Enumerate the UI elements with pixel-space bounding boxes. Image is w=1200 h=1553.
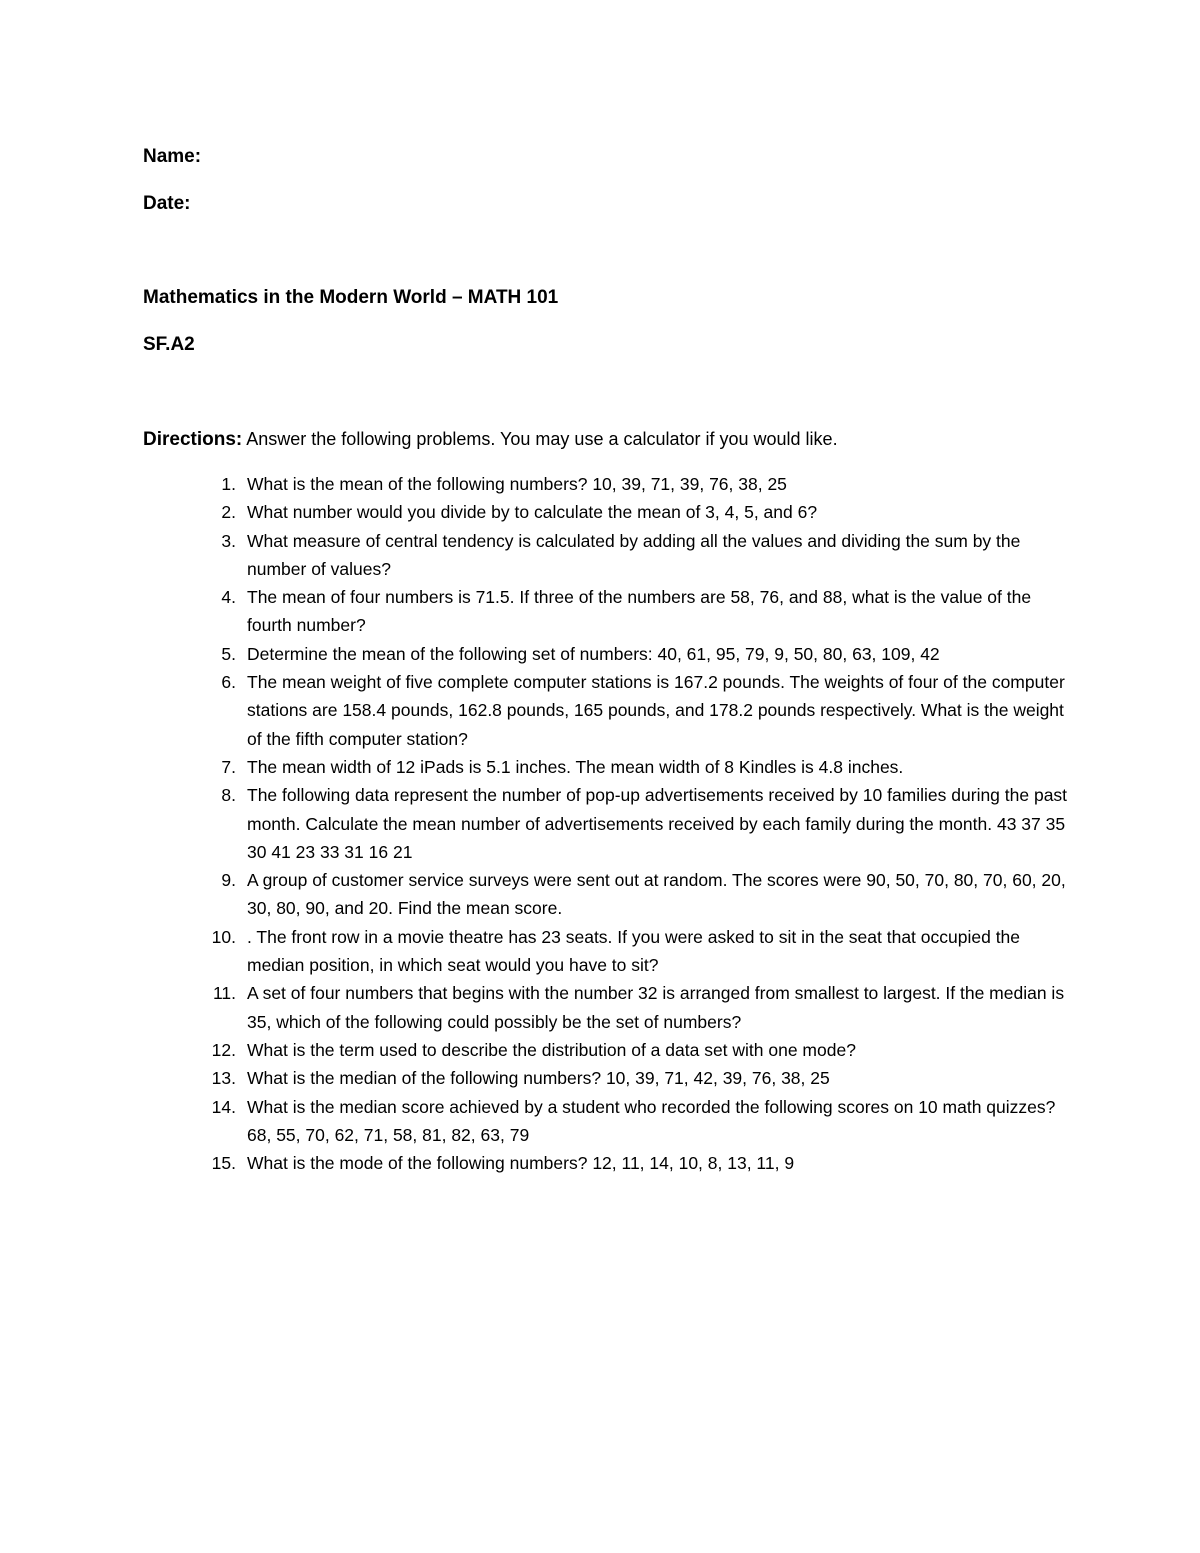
- question-item: [200, 498, 1070, 526]
- question-number: 1.: [221, 474, 236, 494]
- question-item: [200, 668, 1070, 753]
- question-number: 8.: [221, 785, 236, 806]
- question-text: The mean width of 12 iPads is 5.1 inches. The mean width of 8 Kindles is 4.8 inches.: [247, 756, 904, 777]
- question-text: A group of customer service surveys were sent out at random. The scores were 90, 50, 70, 80, 70, 60, 20, 30, 80, 90, and 20. Find the mean score.: [247, 870, 1066, 919]
- question-text: What is the mode of the following numbers? 12, 11, 14, 10, 8, 13, 11, 9: [247, 1153, 795, 1174]
- course-title: Mathematics in the Modern World – MATH 101: [143, 287, 559, 308]
- name-label: Name:: [143, 146, 202, 167]
- question-text: What measure of central tendency is calculated by adding all the values and dividing the sum by the number of values?: [247, 530, 1021, 579]
- question-item: [200, 640, 1070, 668]
- question-text: The mean weight of five complete computer stations is 167.2 pounds. The weights of four of the computer stations are 158.4 pounds, 162.8 pounds, 165 pounds, and 178.2 pounds respectively. What is the weight of the fifth computer station?: [247, 672, 1065, 749]
- question-number: 3.: [221, 530, 236, 551]
- question-item: [200, 753, 1070, 781]
- question-text: A set of four numbers that begins with the number 32 is arranged from smallest to largest. If the median is 35, which of the following could possibly be the set of numbers?: [247, 983, 1065, 1032]
- question-item: [200, 781, 1070, 866]
- date-label: Date:: [143, 193, 191, 214]
- question-item: [200, 923, 1070, 980]
- question-number: 12.: [211, 1039, 236, 1060]
- question-number: 15.: [211, 1153, 236, 1174]
- question-text: What is the median of the following numbers? 10, 39, 71, 42, 39, 76, 38, 25: [247, 1068, 830, 1089]
- question-item: [200, 583, 1070, 640]
- question-text: The mean of four numbers is 71.5. If three of the numbers are 58, 76, and 88, what is the value of the fourth number?: [247, 587, 1032, 636]
- question-number: 6.: [221, 672, 236, 693]
- directions-label: Directions:: [143, 429, 243, 450]
- directions: [143, 427, 838, 452]
- question-number: 11.: [212, 983, 236, 1004]
- question-text: What number would you divide by to calculate the mean of 3, 4, 5, and 6?: [247, 502, 818, 523]
- question-text: . The front row in a movie theatre has 23 seats. If you were asked to sit in the seat that occupied the median position, in which seat would you have to sit?: [247, 926, 1021, 976]
- question-number: 2.: [221, 502, 236, 523]
- section-code: SF.A2: [143, 334, 195, 355]
- question-item: [200, 470, 1070, 498]
- question-item: [200, 527, 1070, 584]
- question-item: [200, 1149, 1070, 1177]
- question-number: 10.: [211, 926, 236, 947]
- question-number: 9.: [221, 870, 236, 891]
- question-number: 5.: [221, 643, 236, 664]
- question-text: What is the term used to describe the distribution of a data set with one mode?: [247, 1039, 856, 1060]
- question-item: [200, 979, 1070, 1036]
- question-item: [200, 1093, 1070, 1150]
- question-item: [200, 1036, 1070, 1064]
- question-text: What is the median score achieved by a student who recorded the following scores on 10 math quizzes? 68, 55, 70, 62, 71, 58, 81, 82, 63, 79: [247, 1096, 1056, 1145]
- question-number: 7.: [221, 756, 236, 777]
- question-number: 13.: [211, 1068, 236, 1089]
- question-item: [200, 866, 1070, 923]
- question-list: [200, 470, 1070, 1177]
- directions-text: Answer the following problems. You may use a calculator if you would like.: [242, 429, 838, 449]
- question-number: 14.: [211, 1096, 236, 1117]
- question-text: The following data represent the number of pop-up advertisements received by 10 families during the past month. Calculate the mean number of advertisements received by each family during the month. 43 37 35 30 41 23 33 31 16 21: [247, 785, 1068, 862]
- question-number: 4.: [221, 587, 236, 608]
- question-text: Determine the mean of the following set of numbers: 40, 61, 95, 79, 9, 50, 80, 63, 109, 42: [247, 643, 940, 664]
- question-item: [200, 1064, 1070, 1092]
- question-text: What is the mean of the following numbers? 10, 39, 71, 39, 76, 38, 25: [247, 474, 787, 494]
